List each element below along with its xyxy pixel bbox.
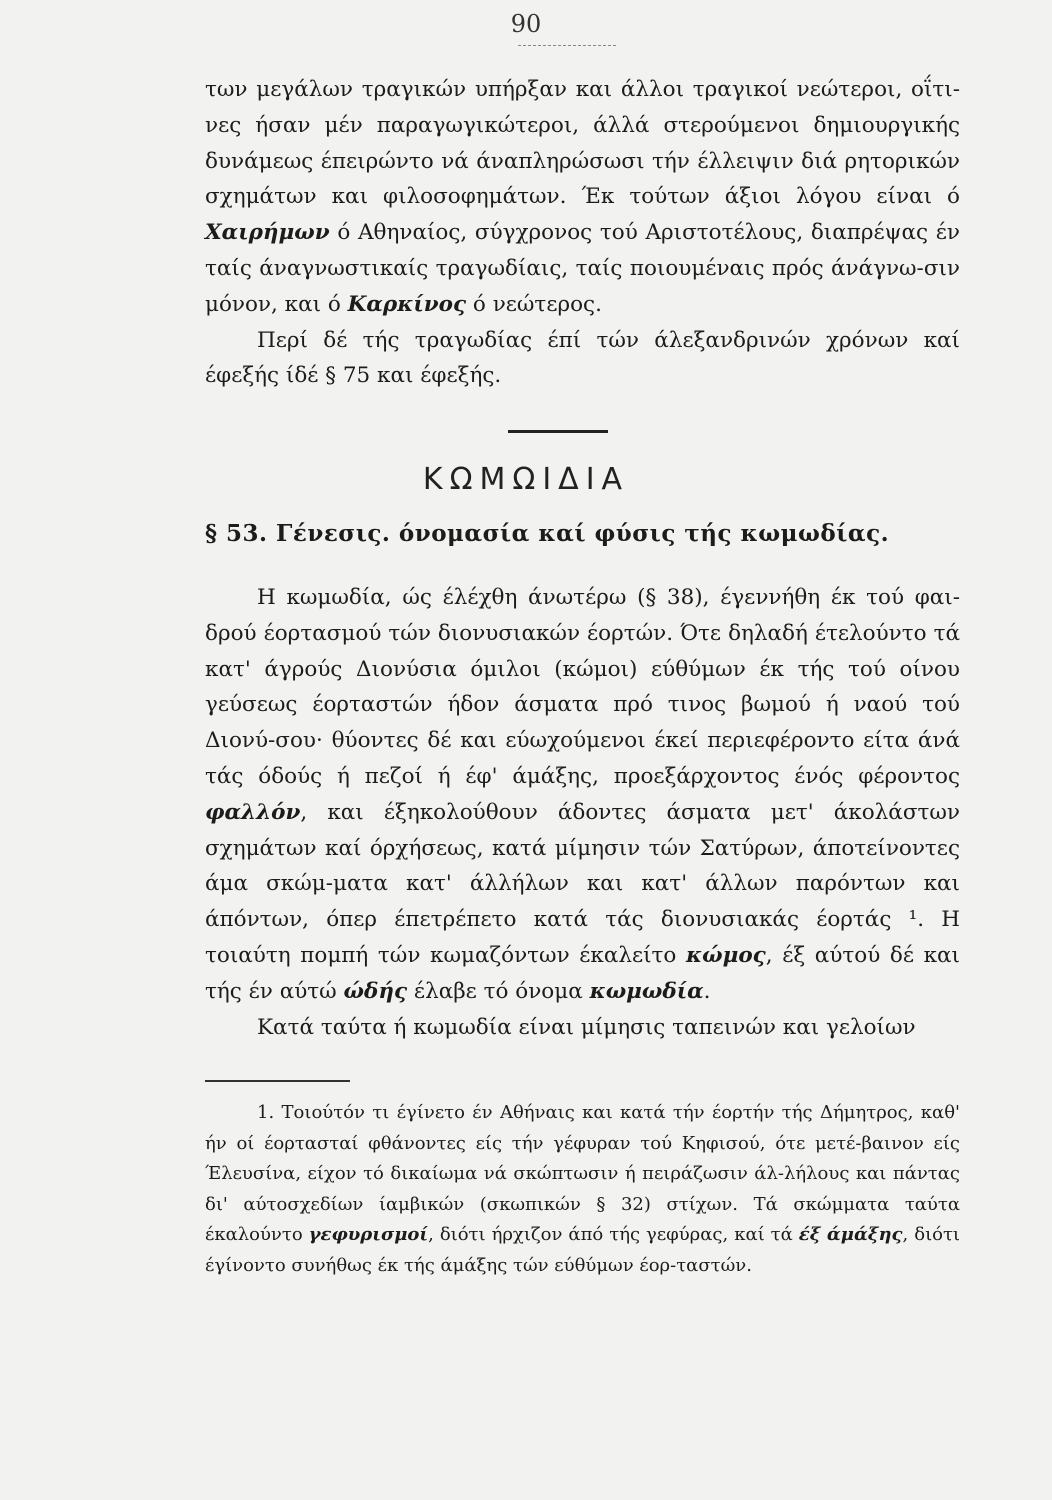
section-title: ΚΩΜΩΙΔΙΑ <box>422 462 630 497</box>
term-phallos: φαλλόν <box>205 799 301 825</box>
header-rule <box>518 45 616 46</box>
name-karkinos: Καρκίνος <box>347 291 467 317</box>
body-text <box>205 580 960 1045</box>
footnote-rule <box>205 1080 350 1082</box>
body-paragraph-2: Κατά ταύτα ή κωμωδία είναι μίμησις ταπεινών και γελοίων <box>257 1014 916 1040</box>
section-divider <box>508 430 608 433</box>
name-chairemon: Χαιρήμων <box>205 220 330 246</box>
intro-paragraph-2: Περί δέ τής τραγωδίας έπί τών άλεξανδρινών χρόνων καί έφεξής ίδέ § 75 και έφεξής. <box>205 327 960 389</box>
term-ode: ώδής <box>343 978 408 1004</box>
intro-text <box>205 72 960 394</box>
body-paragraph-1: Η κωμωδία, ώς έλέχθη άνωτέρω (§ 38), έγεννήθη έκ τού φαι-δρού έορτασμού τών διονυσιακών έορτών. Ότε δηλαδή έτελούντο τά κατ' άγρούς Διονύσια όμιλοι (κώμοι) εύθύμων έκ τής τού οίνου γεύσεως έορταστών ήδον άσματα πρό τινος βωμού ή ναού τού Διονύ-σου· θύοντες δέ και εύωχούμενοι έκεί περιεφέροντο είτα άνά τάς όδούς ή πεζοί ή έφ' άμάξης, προεξάρχοντος ένός φέροντος φαλλόν, και έξηκολούθουν άδοντες άσματα μετ' άκολάστων σχημάτων καί όρχήσεως, κατά μίμησιν τών Σατύρων, άποτείνοντες άμα σκώμ-ματα κατ' άλλήλων και κατ' άλλων παρόντων και άπόντων, όπερ έπετρέπετο κατά τάς διονυσιακάς έορτάς ¹. Η τοιαύτη πομπή τών κωμαζόντων έκαλείτο κώμος, έξ αύτού δέ και τής έν αύτώ ώδής έλαβε τό όνομα κωμωδία. <box>205 585 960 1004</box>
term-komos: κώμος <box>686 942 766 968</box>
intro-paragraph-1: των μεγάλων τραγικών υπήρξαν και άλλοι τραγικοί νεώτεροι, οΐτι-νες ήσαν μέν παραγωγικώτεροι, άλλά στερούμενοι δημιουργικής δυνάμεως έπειρώντο νά άναπληρώσωσι τήν έλλειψιν διά ρητορικών σχημάτων και φιλοσοφημάτων. Έκ τούτων άξιοι λόγου είναι ό Χαιρήμων ό Αθηναίος, σύγχρονος τού Αριστοτέλους, διαπρέψας έν ταίς άναγνωστικαίς τραγωδίαις, ταίς ποιουμέναις πρός άνάγνω-σιν μόνον, και ό Καρκίνος ό νεώτερος. <box>205 77 960 317</box>
term-gephyrismoi: γεφυρισμοί <box>308 1224 429 1246</box>
footnote <box>205 1098 960 1282</box>
footnote-paragraph: 1. Τοιούτόν τι έγίνετο έν Αθήναις και κατά τήν έορτήν τής Δήμητρος, καθ' ήν οί έορτασταί φθάνοντες είς τήν γέφυραν τού Κηφισού, ότε μετέ-βαινον είς Έλευσίνα, είχον τό δικαίωμα νά σκώπτωσιν ή πειράζωσιν άλ-λήλους και πάντας δι' αύτοσχεδίων ίαμβικών (σκωπικών § 32) στίχων. Τά σκώμματα ταύτα έκαλούντο γεφυρισμοί, διότι ήρχιζον άπό τής γεφύρας, καί τά έξ άμάξης, διότι έγίνοντο συνήθως έκ τής άμάξης τών εύθύμων έορ-ταστών. <box>205 1102 960 1276</box>
section-heading: § 53. Γένεσις. όνομασία καί φύσις τής κωμωδίας. <box>205 520 890 547</box>
page-number: 90 <box>510 10 542 38</box>
term-ex-amaxes: έξ άμάξης <box>798 1224 903 1246</box>
term-komodia: κωμωδία <box>589 978 704 1004</box>
